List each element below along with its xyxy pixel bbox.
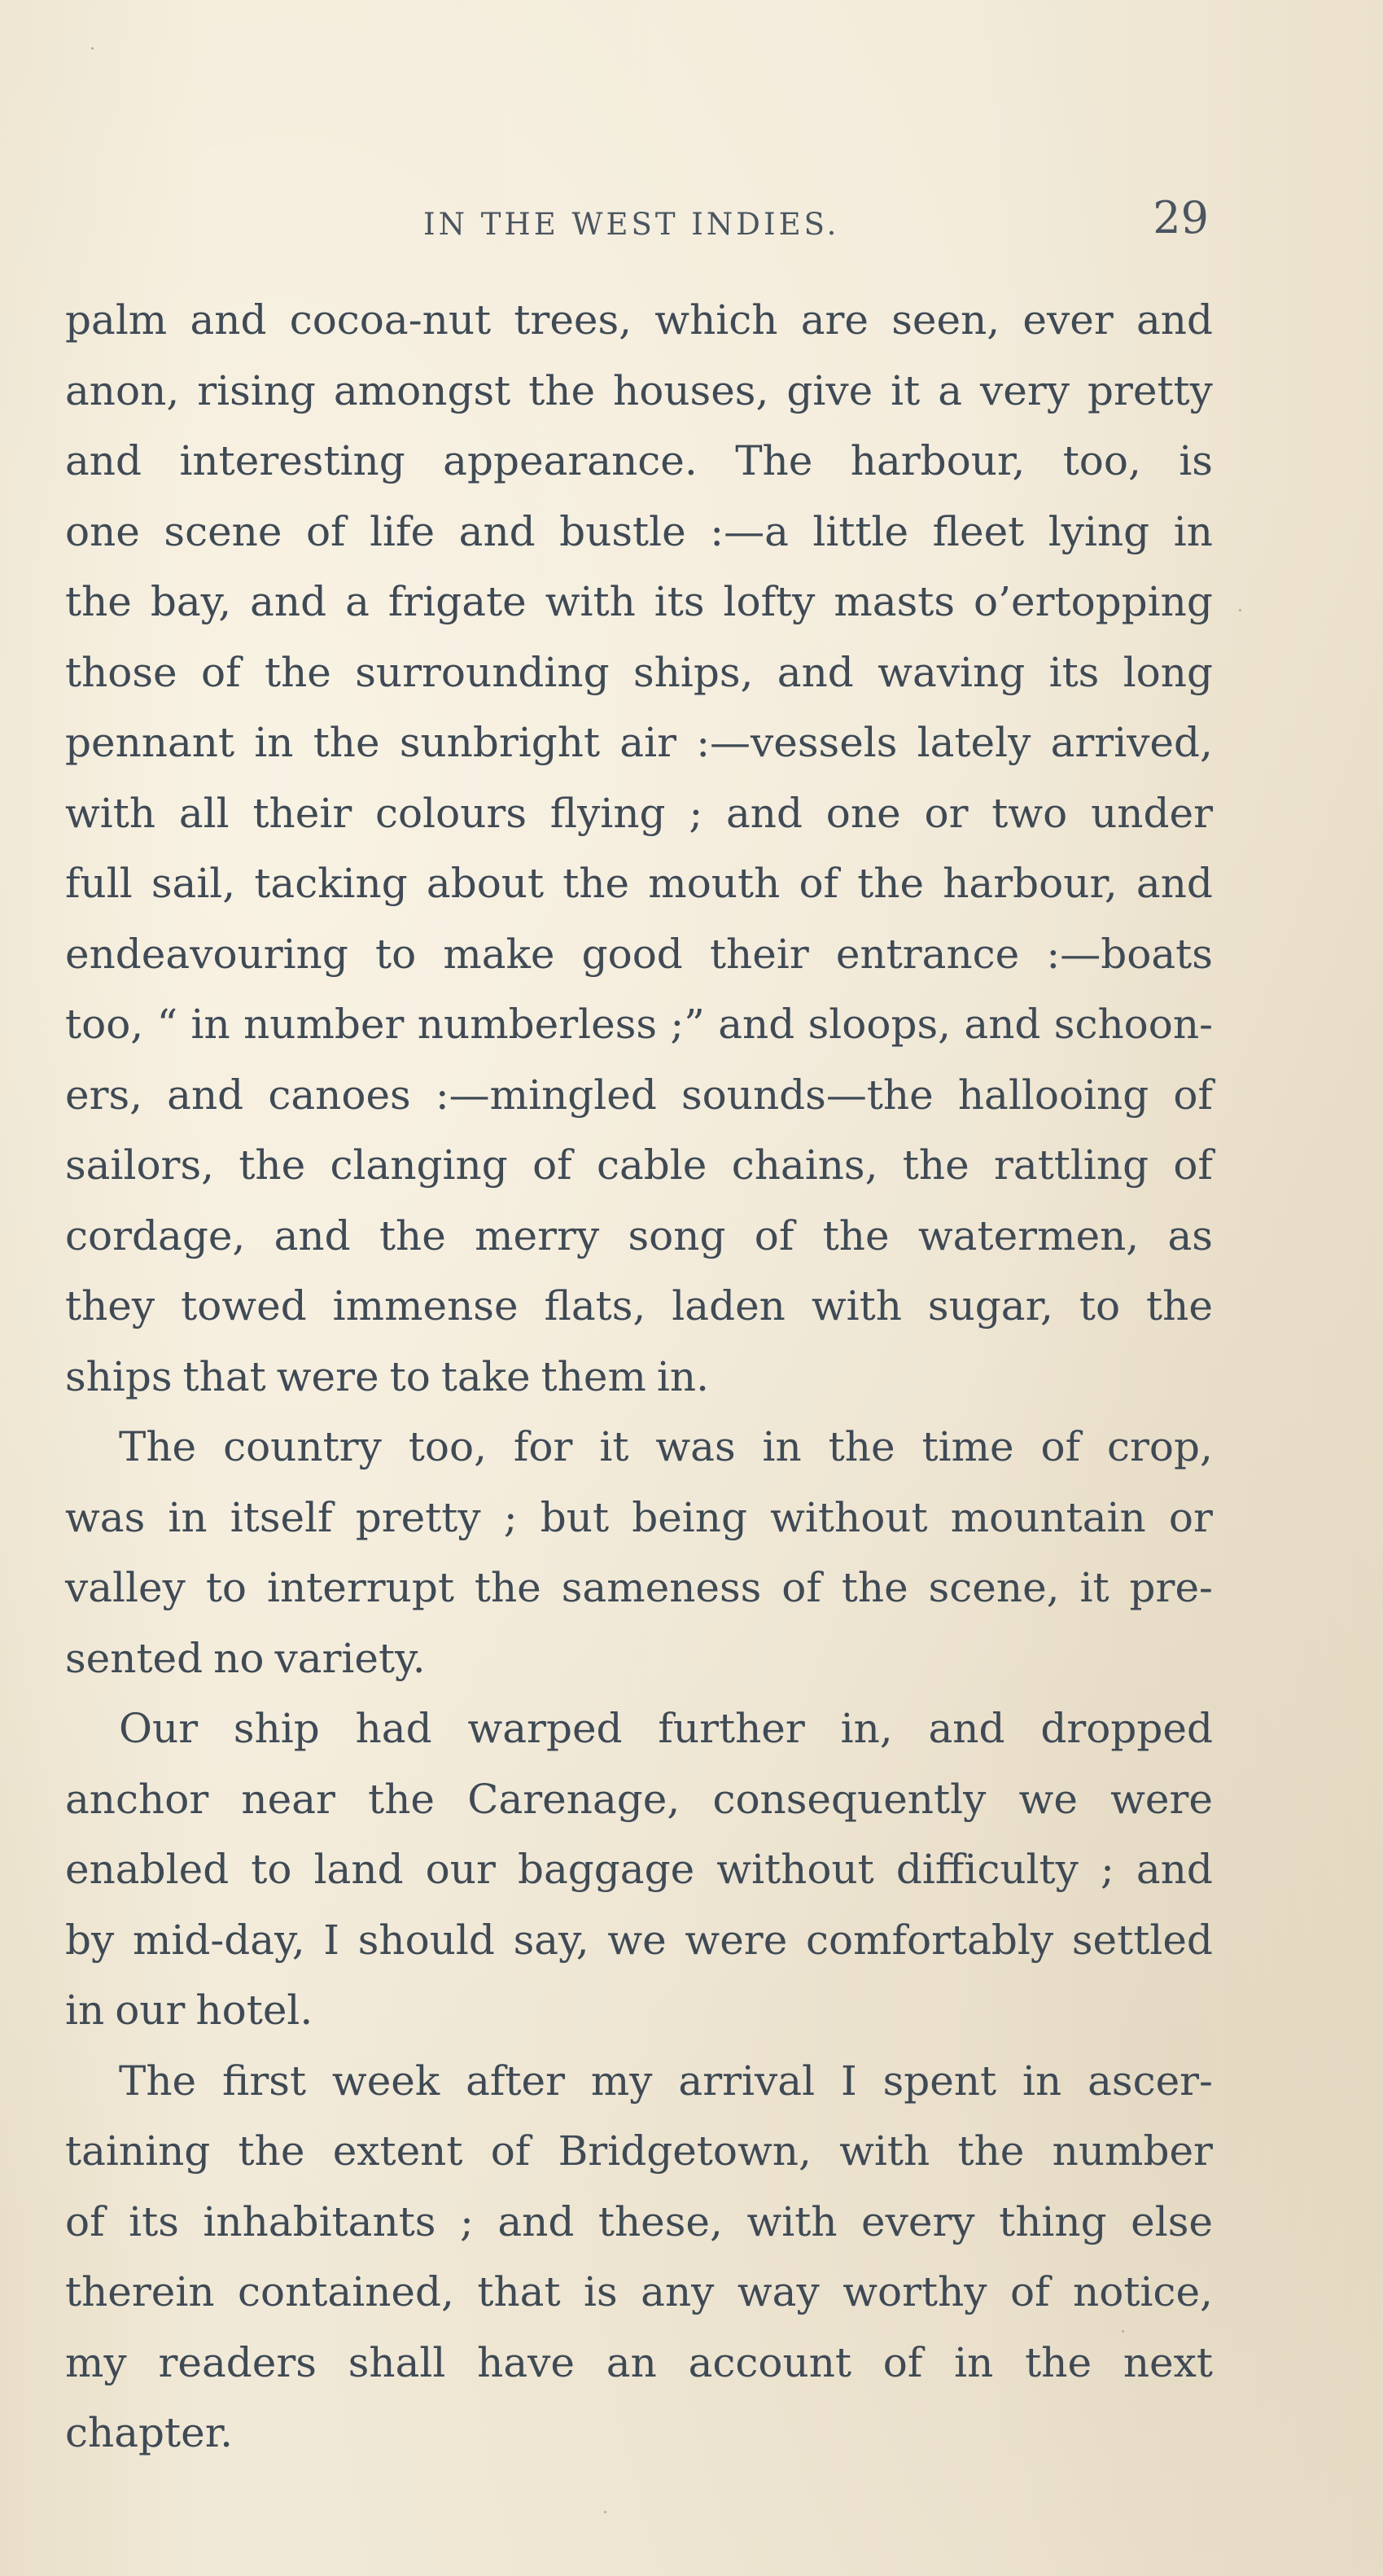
text-line: those of the surrounding ships, and waving its long [65, 648, 1213, 696]
text-line: pennant in the sunbright air :—vessels lately arrived, [65, 719, 1213, 766]
text-line: taining the extent of Bridgetown, with the number [65, 2127, 1213, 2175]
text-line: Our ship had warped further in, and dropped [119, 1705, 1213, 1752]
text-line: ers, and canoes :—mingled sounds—the hallooing of [65, 1071, 1213, 1119]
text-line: valley to interrupt the sameness of the scene, it pre- [65, 1564, 1213, 1611]
paragraph [65, 1693, 1213, 2046]
text-line: of its inhabitants ; and these, with every thing else [65, 2197, 1213, 2245]
text-line: by mid-day, I should say, we were comfortably settled [65, 1916, 1213, 1964]
paragraph [65, 285, 1213, 1412]
text-line: therein contained, that is any way worthy of notice, [65, 2268, 1213, 2315]
text-line: endeavouring to make good their entrance :—boats [65, 930, 1213, 978]
text-line: palm and cocoa-nut trees, which are seen, ever and [65, 296, 1213, 344]
page-header [0, 191, 1383, 256]
text-line: The first week after my arrival I spent in ascer- [119, 2057, 1213, 2105]
text-line: one scene of life and bustle :—a little fleet lying in [65, 507, 1213, 555]
text-line: too, “ in number numberless ;” and sloops, and schoon- [65, 1001, 1213, 1048]
text-line: in our hotel. [65, 1987, 313, 2034]
paragraph [65, 1412, 1213, 1693]
text-line: The country too, for it was in the time of crop, [119, 1423, 1213, 1470]
paper-speck [604, 2511, 606, 2513]
text-line: cordage, and the merry song of the watermen, as [65, 1211, 1213, 1260]
text-line: was in itself pretty ; but being without mountain or [65, 1493, 1213, 1541]
text-line: sented no variety. [65, 1634, 426, 1682]
text-line: sailors, the clanging of cable chains, the rattling of [65, 1141, 1213, 1189]
text-line: the bay, and a frigate with its lofty masts o’ertopping [65, 578, 1213, 625]
paper-speck [91, 47, 94, 50]
text-line: and interesting appearance. The harbour, too, is [65, 437, 1213, 484]
paper-speck [1122, 2330, 1124, 2333]
running-title: IN THE WEST INDIES. [423, 207, 840, 242]
text-line: ships that were to take them in. [65, 1352, 710, 1400]
text-line: enabled to land our baggage without difficulty ; and [65, 1846, 1213, 1893]
paragraph [65, 2046, 1213, 2469]
text-line: my readers shall have an account of in the next [65, 2338, 1213, 2386]
paper-speck [1239, 609, 1241, 611]
text-line: anchor near the Carenage, consequently we were [65, 1775, 1213, 1823]
text-line: anon, rising amongst the houses, give it a very pretty [65, 366, 1213, 414]
text-line: they towed immense flats, laden with sugar, to the [65, 1282, 1213, 1330]
text-line: chapter. [65, 2409, 234, 2456]
text-line: with all their colours flying ; and one or two under [65, 789, 1213, 837]
page-number: 29 [1153, 192, 1209, 243]
text-line: full sail, tacking about the mouth of the harbour, and [65, 860, 1213, 907]
body-text [65, 285, 1213, 2469]
